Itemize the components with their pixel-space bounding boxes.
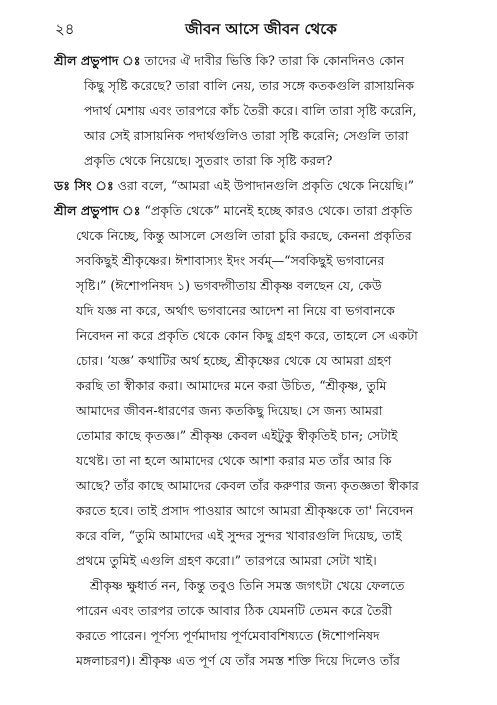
- running-title: জীবন আসে জীবন থেকে: [185, 20, 337, 38]
- page-number: ২৪: [55, 20, 75, 38]
- line-text: আর সেই রাসায়নিক পদার্থগুলিও তারা সৃষ্টি করেনি; সেগুলি তারা: [84, 128, 409, 143]
- line-text: তোমার কাছে কৃতজ্ঞ।” শ্রীকৃষ্ণ কেবল এইটুকু স্বীকৃতিই চান; সেটাই: [76, 428, 398, 443]
- text-line: [54, 623, 464, 648]
- text-line: [54, 573, 464, 598]
- text-line: [54, 123, 464, 148]
- text-line: [54, 223, 464, 248]
- line-text: করতে পারেন। পূর্ণস্য পূর্ণমাদায় পূর্ণমেবাবশিষ্যতে (ঈশোপনিষদ: [76, 628, 380, 643]
- text-line: [54, 148, 464, 173]
- text-line: [54, 73, 464, 98]
- line-text: আমাদের জীবন-ধারণের জন্য কতকিছু দিয়েছ। সে জন্য আমরা: [76, 403, 383, 418]
- line-text: পদার্থ মেশায় এবং তারপরে কাঁচ তৈরী করে। বালি তারা সৃষ্টি করেনি,: [84, 103, 417, 118]
- text-line: [54, 373, 464, 398]
- line-text: যদি যজ্ঞ না করে, অর্থাৎ ভগবানের আদেশ না নিয়ে বা ভগবানকে: [76, 303, 395, 318]
- line-text: চোর। ‘যজ্ঞ’ কথাটির অর্থ হচ্ছে, শ্রীকৃষ্ণের থেকে যে আমরা গ্রহণ: [76, 353, 392, 368]
- line-text: করছি তা স্বীকার করা। আমাদের মনে করা উচিত, “শ্রীকৃষ্ণ, তুমি: [76, 378, 387, 393]
- text-line: [54, 198, 464, 223]
- text-line: [54, 448, 464, 473]
- text-line: [54, 298, 464, 323]
- line-text: মঙ্গলাচরণ)। শ্রীকৃষ্ণ এত পূর্ণ যে তাঁর সমস্ত শক্তি দিয়ে দিলেও তাঁর: [76, 653, 400, 668]
- speaker-label: শ্রীল প্রভুপাদ ঃ: [54, 53, 141, 68]
- text-line: [54, 548, 464, 573]
- line-text: আছে? তাঁর কাছে আমাদের কেবল তাঁর করুণার জন্য কৃতজ্ঞতা স্বীকার: [76, 478, 419, 493]
- line-text: কিছু সৃষ্টি করেছে? তারা বালি নেয়, তার সঙ্গে কতকগুলি রাসায়নিক: [84, 78, 415, 93]
- text-line: [54, 248, 464, 273]
- line-text: শ্রীকৃষ্ণ ক্ষুধার্ত নন, কিন্তু তবুও তিনি সমস্ত জগৎটা খেয়ে ফেলতে: [90, 578, 405, 593]
- body-text: [54, 48, 464, 673]
- text-line: [54, 498, 464, 523]
- line-text: সবকিছুই শ্রীকৃষ্ণের। ঈশাবাস্যং ইদং সর্বম্‌—“সবকিছুই ভগবানের: [76, 253, 385, 268]
- line-text: নিবেদন না করে প্রকৃতি থেকে কোন কিছু গ্রহণ করে, তাহলে সে একটা: [76, 328, 418, 343]
- line-text: সৃষ্টি।” (ঈশোপনিষদ ১) ভগবদ্গীতায় শ্রীকৃষ্ণ বলছেন যে, কেউ: [76, 278, 382, 293]
- text-line: [54, 273, 464, 298]
- text-line: [54, 648, 464, 673]
- line-text: তাদের ঐ দাবীর ভিত্তি কি? তারা কি কোনদিনও কোন: [140, 53, 405, 68]
- line-text: “প্রকৃতি থেকে” মানেই হচ্ছে কারও থেকে। তারা প্রকৃতি: [140, 203, 413, 218]
- line-text: করতে হবে। তাই প্রসাদ পাওয়ার আগে আমরা শ্রীকৃষ্ণকে তা' নিবেদন: [76, 503, 414, 518]
- text-line: [54, 523, 464, 548]
- text-line: [54, 473, 464, 498]
- text-line: [54, 323, 464, 348]
- speaker-label: শ্রীল প্রভুপাদ ঃ: [54, 203, 141, 218]
- line-text: ওরা বলে, “আমরা এই উপাদানগুলি প্রকৃতি থেকে নিয়েছি।”: [113, 178, 415, 193]
- line-text: যথেষ্ট। তা না হলে আমাদের থেকে আশা করার মত তাঁর আর কি: [76, 453, 392, 468]
- line-text: পারেন এবং তারপর তাকে আবার ঠিক যেমনটি তেমন করে তৈরী: [76, 603, 392, 618]
- speaker-label: ডঃ সিং ঃ: [54, 178, 114, 193]
- line-text: প্রকৃতি থেকে নিয়েছে। সুতরাং তারা কি সৃষ্টি করল?: [84, 153, 333, 168]
- text-line: [54, 423, 464, 448]
- text-line: [54, 48, 464, 73]
- line-text: করে বলি, “তুমি আমাদের এই সুন্দর সুন্দর খাবারগুলি দিয়েছ, তাই: [76, 528, 402, 543]
- text-line: [54, 598, 464, 623]
- text-line: [54, 398, 464, 423]
- text-line: [54, 173, 464, 198]
- text-line: [54, 348, 464, 373]
- line-text: থেকে নিচ্ছে, কিন্তু আসলে সেগুলি তারা চুরি করছে, কেননা প্রকৃতির: [76, 228, 412, 243]
- page-header: [55, 18, 467, 40]
- line-text: প্রথমে তুমিই এগুলি গ্রহণ করো।” তারপরে আমরা সেটা খাই।: [76, 553, 377, 568]
- text-line: [54, 98, 464, 123]
